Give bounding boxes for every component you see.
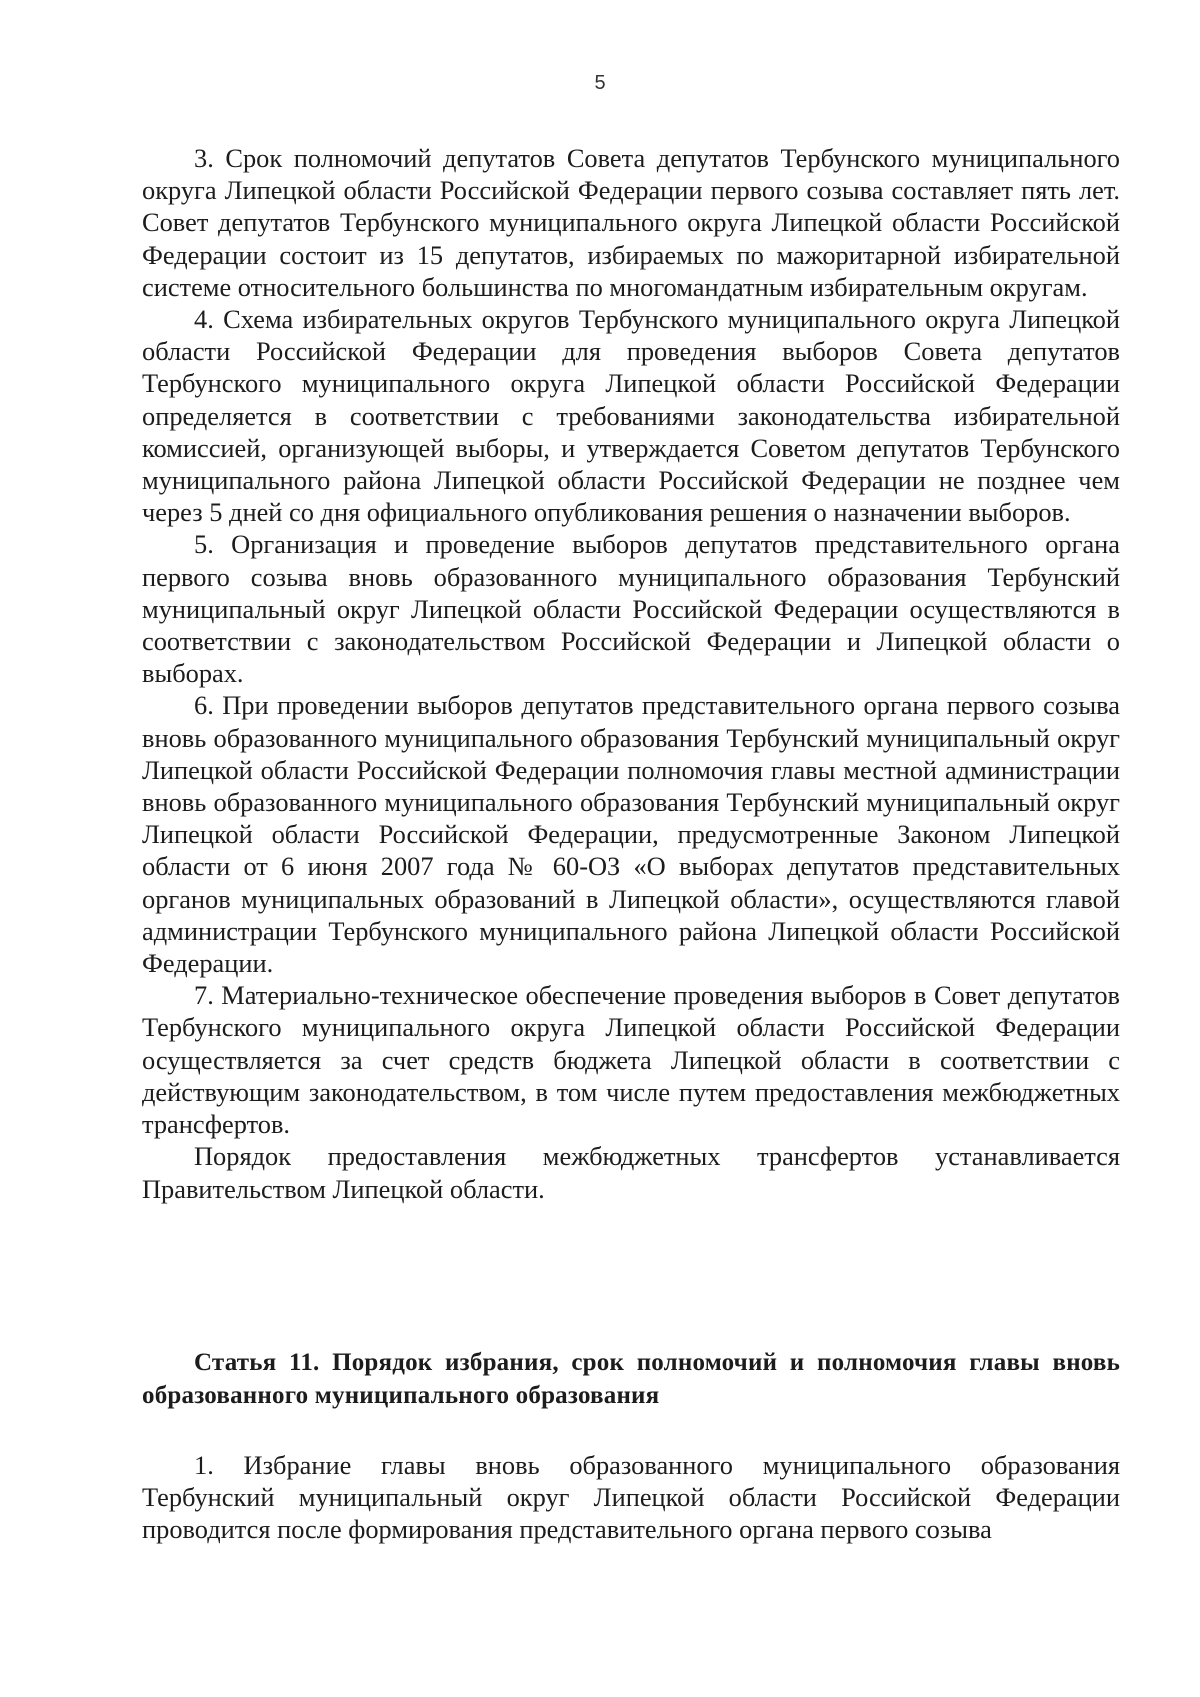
paragraph-6: 6. При проведении выборов депутатов представительного органа первого созыва вновь образованного муниципального образования Тербунский муниципальный округ Липецкой области Российской Федерации полномочия главы местной администрации вновь образованного муниципального образования Тербунский муниципальный округ Липецкой области Российской Федерации, предусмотренные Законом Липецкой области от 6 июня 2007 года № 60-ОЗ «О выборах депутатов представительных органов муниципальных образований в Липецкой области», осуществляются главой администрации Тербунского муниципального района Липецкой области Российской Федерации. xyxy=(142,690,1120,979)
article-11-body xyxy=(142,1449,1120,1546)
paragraph-7: 7. Материально-техническое обеспечение проведения выборов в Совет депутатов Тербунского муниципального округа Липецкой области Российской Федерации осуществляется за счет средств бюджета Липецкой области в соответствии с действующим законодательством, в том числе путем предоставления межбюджетных трансфертов. xyxy=(142,980,1120,1140)
paragraph-3: 3. Срок полномочий депутатов Совета депутатов Тербунского муниципального округа Липецкой области Российской Федерации первого созыва составляет пять лет. Совет депутатов Тербунского муниципального округа Липецкой области Российской Федерации состоит из 15 депутатов, избираемых по мажоритарной избирательной системе относительного большинства по многомандатным избирательным округам. xyxy=(142,143,1120,302)
page-number: 5 xyxy=(594,72,606,94)
paragraph-4: 4. Схема избирательных округов Тербунского муниципального округа Липецкой области Российской Федерации для проведения выборов Совета депутатов Тербунского муниципального округа Липецкой области Российской Федерации определяется в соответствии с требованиями законодательства избирательной комиссией, организующей выборы, и утверждается Советом депутатов Тербунского муниципального района Липецкой области Российской Федерации не позднее чем через 5 дней со дня официального опубликования решения о назначении выборов. xyxy=(142,304,1120,528)
paragraph-transfers: Порядок предоставления межбюджетных трансфертов устанавливается Правительством Липецкой области. xyxy=(142,1141,1120,1204)
article-11-paragraph-1: 1. Избрание главы вновь образованного муниципального образования Тербунский муниципальный округ Липецкой области Российской Федерации проводится после формирования представительного органа первого созыва xyxy=(142,1450,1120,1545)
paragraph-5: 5. Организация и проведение выборов депутатов представительного органа первого созыва вновь образованного муниципального образования Тербунский муниципальный округ Липецкой области Российской Федерации осуществляются в соответствии с законодательством Российской Федерации и Липецкой области о выборах. xyxy=(142,529,1120,689)
article-11-heading: Статья 11. Порядок избрания, срок полномочий и полномочия главы вновь образованного муниципального образования xyxy=(142,1349,1120,1409)
article-body xyxy=(142,142,1120,1205)
